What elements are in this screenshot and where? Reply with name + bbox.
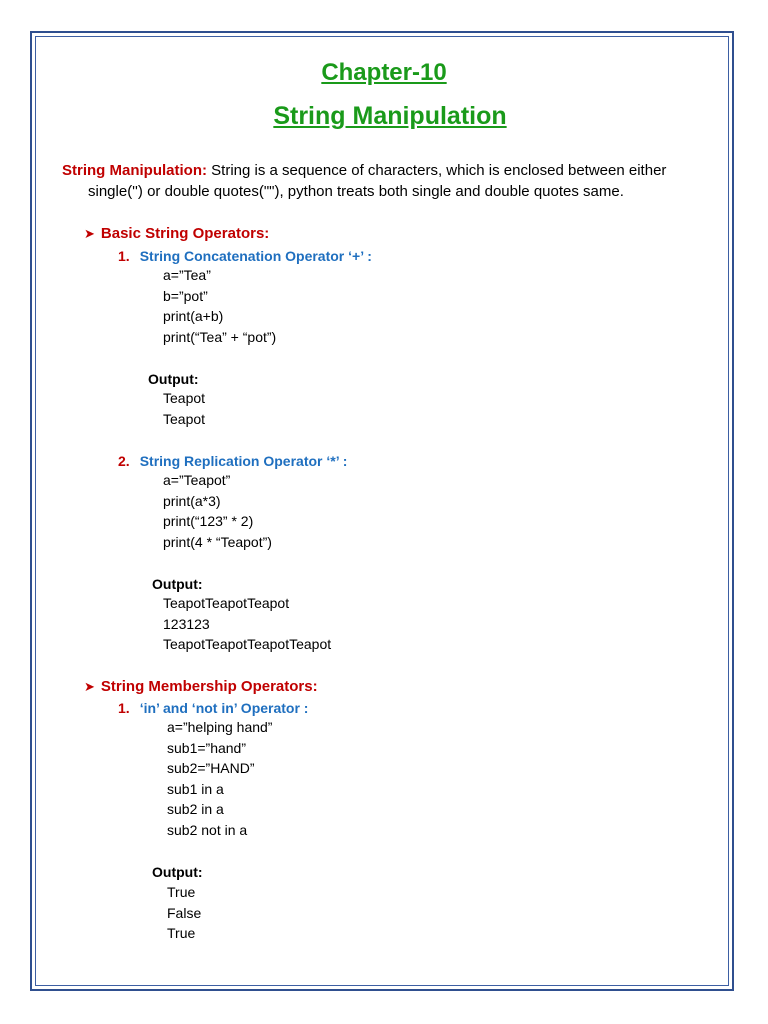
code-line: print(“Tea” + “pot”)	[163, 328, 277, 345]
code-line: sub1 in a	[167, 780, 224, 797]
code-line: a=”Tea”	[163, 267, 211, 283]
code-line: print(“123” * 2)	[163, 513, 254, 530]
output-block-concatenation	[163, 388, 205, 429]
output-line: True	[167, 884, 196, 900]
output-line: TeapotTeapotTeapotTeapot	[163, 636, 332, 653]
intro-line1: String is a sequence of characters, which is enclosed between either	[206, 162, 667, 179]
output-line: 123123	[163, 615, 210, 632]
output-label: Output:	[152, 576, 203, 592]
output-line: Teapot	[163, 410, 206, 427]
op-title-label: ‘in’ and ‘not in’ Operator :	[139, 700, 309, 716]
code-block-concatenation	[163, 265, 276, 347]
intro-paragraph	[62, 160, 702, 202]
section-membership-heading	[84, 677, 318, 697]
code-block-replication	[163, 470, 272, 552]
chapter-heading: Chapter-10	[321, 59, 447, 86]
code-line: a=”helping hand”	[167, 719, 273, 735]
output-label: Output:	[152, 864, 203, 880]
output-line: TeapotTeapotTeapot	[163, 595, 290, 611]
section-basic-label: Basic String Operators:	[100, 225, 270, 242]
code-line: sub1=”hand”	[167, 739, 247, 756]
output-line: True	[167, 925, 196, 942]
section-membership-label: String Membership Operators:	[100, 678, 318, 695]
intro-term: String Manipulation:	[62, 162, 207, 179]
code-line: print(a*3)	[163, 492, 221, 509]
page-title: String Manipulation	[273, 102, 507, 130]
output-block-replication	[163, 593, 331, 655]
op-concatenation-title	[118, 246, 372, 266]
code-line: print(a+b)	[163, 308, 224, 325]
arrow-bullet-icon: ➤	[84, 226, 95, 241]
op-number: 1.	[118, 700, 130, 716]
op-number: 1.	[118, 248, 130, 264]
code-line: sub2 not in a	[167, 821, 248, 838]
op-title-label: String Concatenation Operator ‘+’ :	[139, 248, 372, 264]
arrow-bullet-icon: ➤	[84, 679, 95, 694]
code-line: b=”pot”	[163, 287, 208, 304]
op-replication-title	[118, 451, 347, 471]
op-membership-title	[118, 698, 308, 718]
output-line: False	[167, 904, 202, 921]
op-title-label: String Replication Operator ‘*’ :	[139, 453, 348, 469]
intro-line2: single('') or double quotes(""), python treats both single and double quotes same.	[88, 183, 624, 200]
code-line: print(4 * “Teapot”)	[163, 533, 272, 550]
section-basic-heading	[84, 224, 269, 244]
code-line: sub2=”HAND”	[167, 760, 255, 777]
code-line: sub2 in a	[167, 801, 224, 818]
code-block-membership	[167, 717, 272, 841]
op-number: 2.	[118, 453, 130, 469]
output-label: Output:	[148, 371, 199, 387]
output-block-membership	[167, 882, 201, 944]
code-line: a=”Teapot”	[163, 472, 231, 488]
output-line: Teapot	[163, 390, 206, 406]
